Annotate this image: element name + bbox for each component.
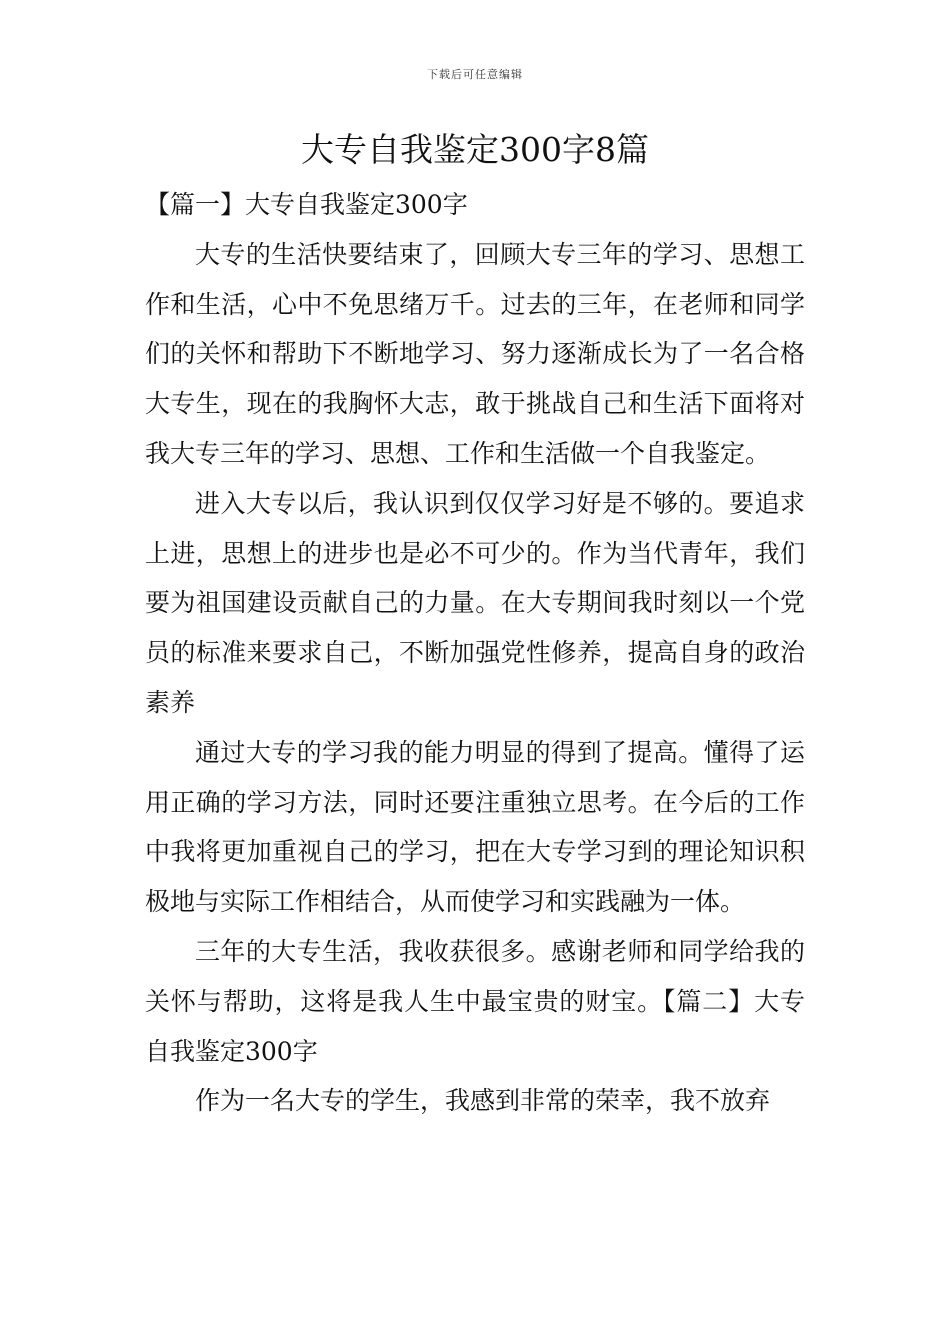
paragraph: 三年的大专生活，我收获很多。感谢老师和同学给我的关怀与帮助，这将是我人生中最宝贵的财宝。【篇二】大专自我鉴定300字	[145, 936, 805, 1066]
document-body	[145, 180, 805, 1126]
document-title: 大专自我鉴定300字8篇	[301, 130, 649, 169]
header-note: 下载后可任意编辑	[427, 68, 523, 81]
paragraph: 通过大专的学习我的能力明显的得到了提高。懂得了运用正确的学习方法，同时还要注重独立思考。在今后的工作中我将更加重视自己的学习，把在大专学习到的理论知识积极地与实际工作相结合，从而使学习和实践融为一体。	[145, 737, 805, 917]
paragraph: 作为一名大专的学生，我感到非常的荣幸，我不放弃	[195, 1086, 771, 1116]
paragraph: 进入大专以后，我认识到仅仅学习好是不够的。要追求上进，思想上的进步也是必不可少的。作为当代青年，我们要为祖国建设贡献自己的力量。在大专期间我时刻以一个党员的标准来要求自己，不断加强党性修养，提高自身的政治素养	[145, 488, 805, 717]
section-heading: 【篇一】大专自我鉴定300字	[145, 190, 468, 219]
paragraph: 大专的生活快要结束了，回顾大专三年的学习、思想工作和生活，心中不免思绪万千。过去的三年，在老师和同学们的关怀和帮助下不断地学习、努力逐渐成长为了一名合格大专生，现在的我胸怀大志，敢于挑战自己和生活下面将对我大专三年的学习、思想、工作和生活做一个自我鉴定。	[145, 239, 805, 468]
